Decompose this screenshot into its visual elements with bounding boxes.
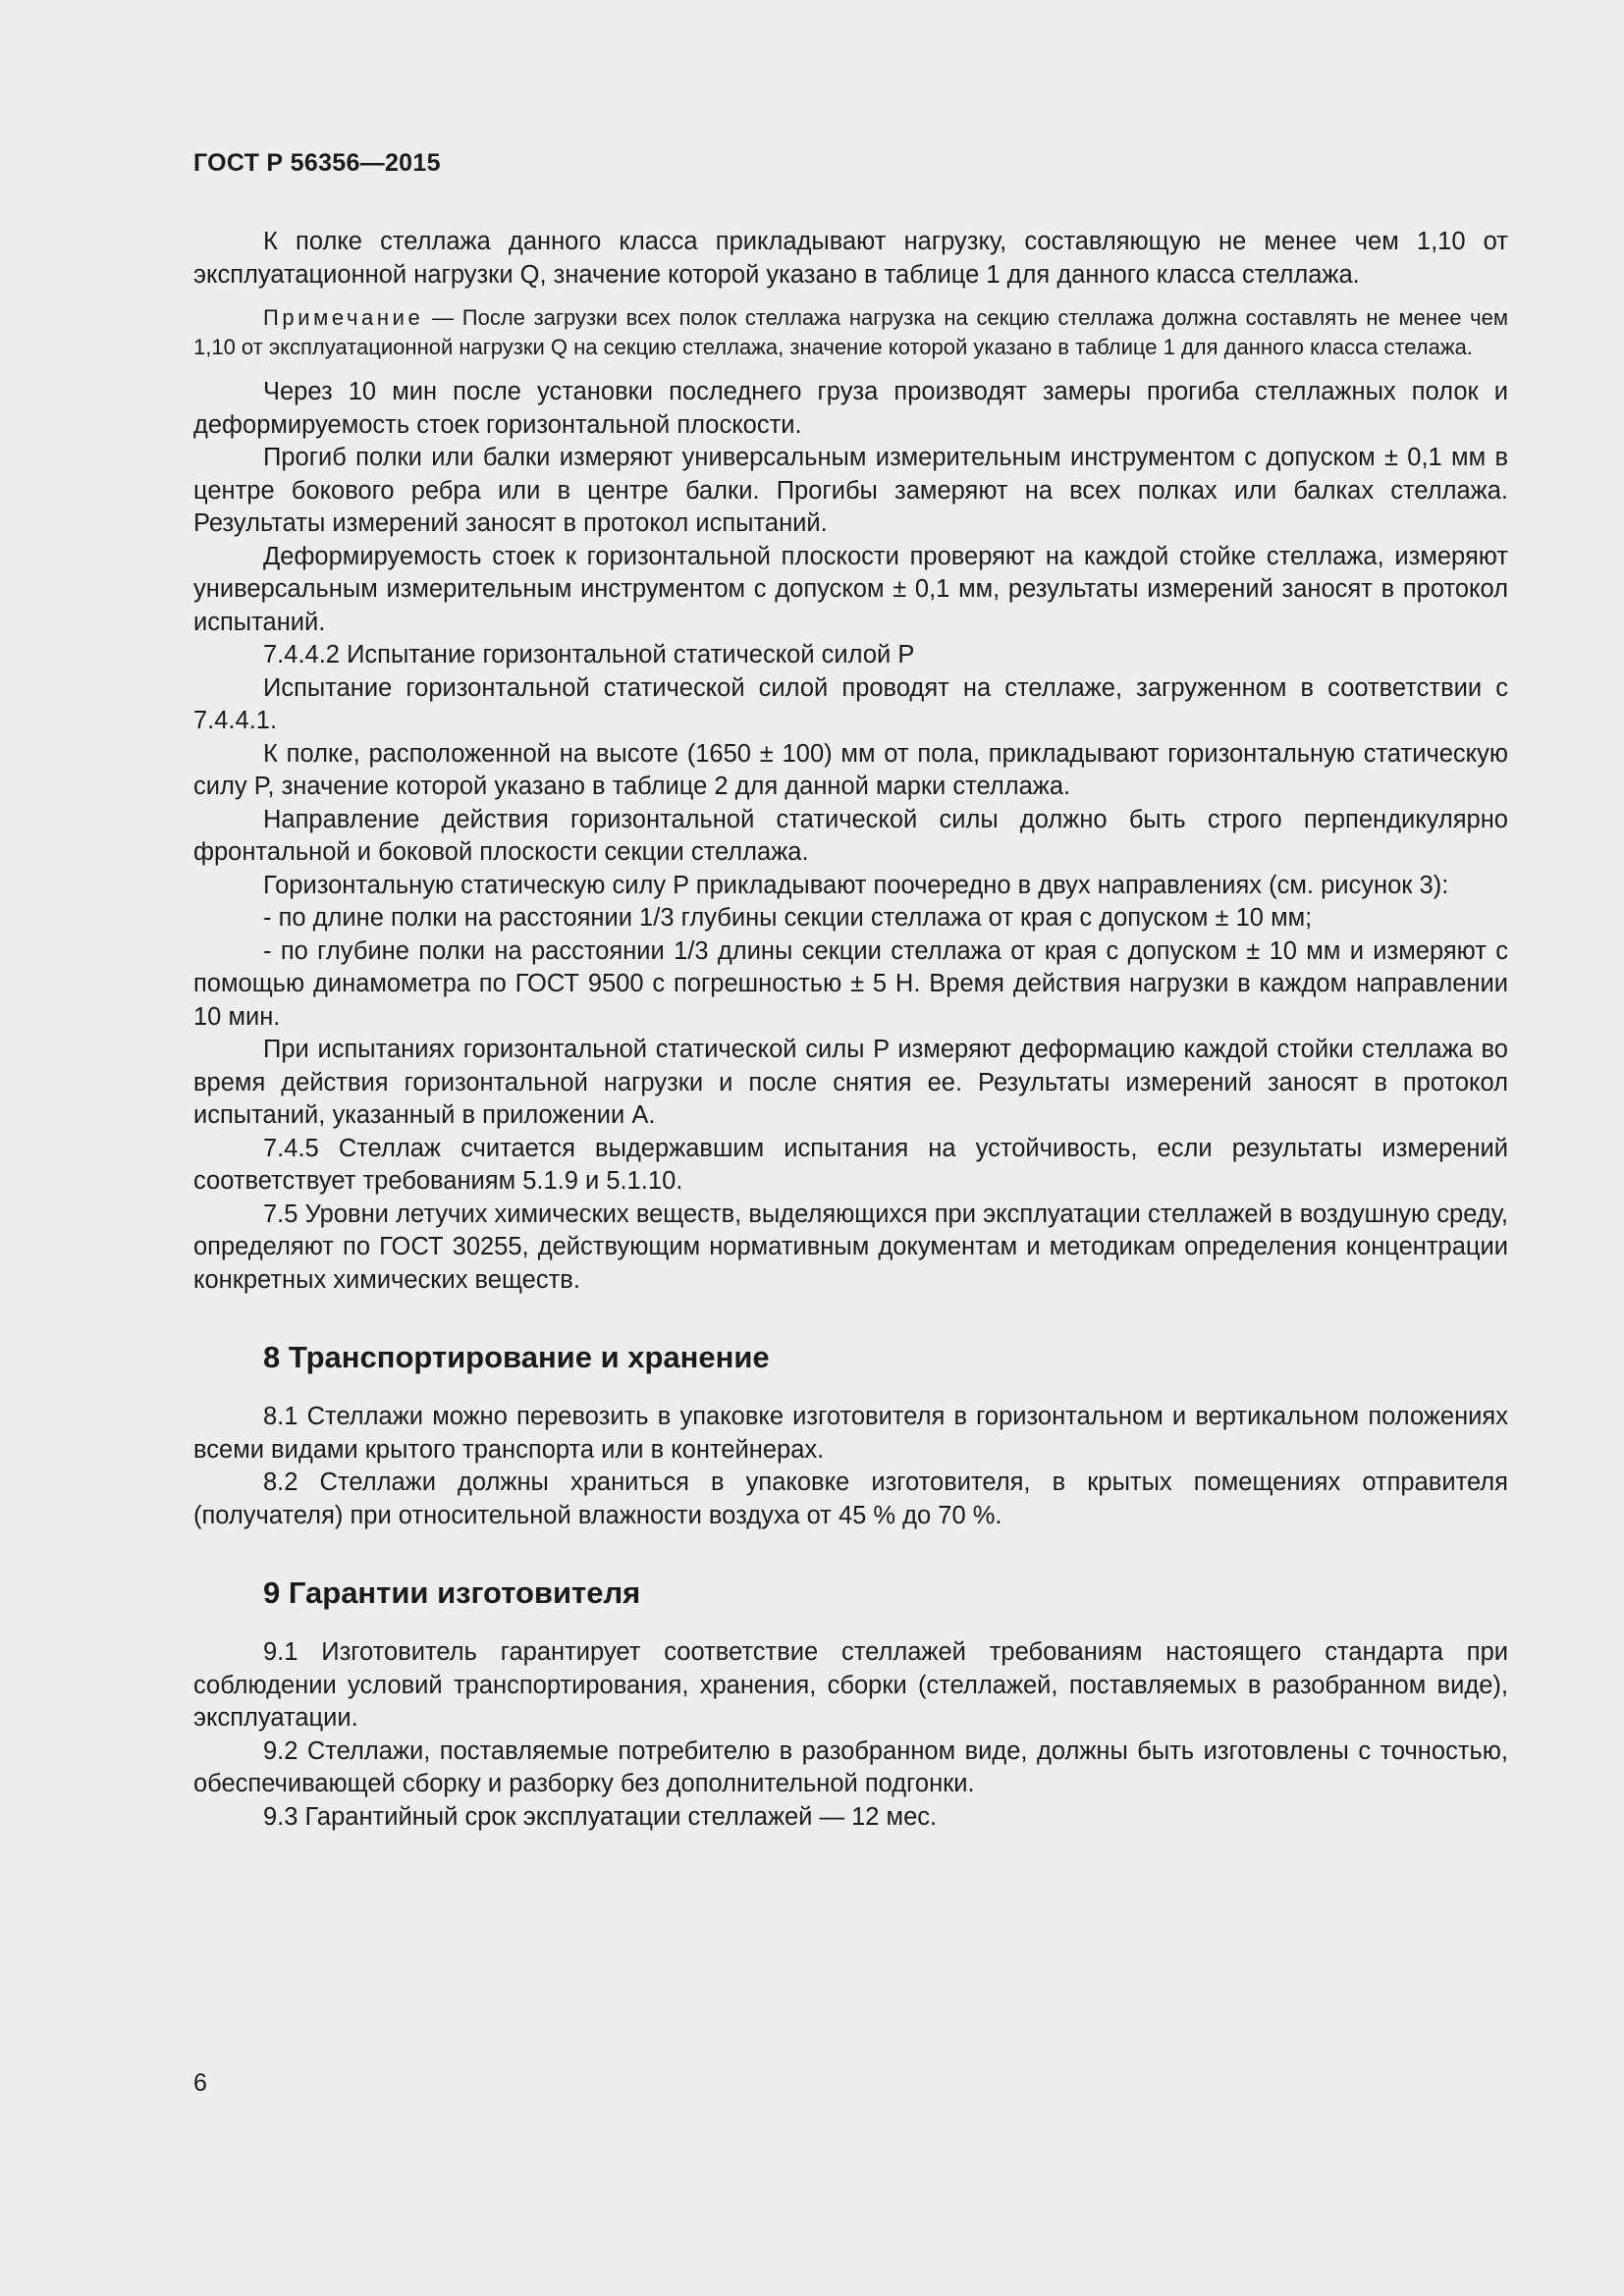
paragraph: При испытаниях горизонтальной статической силы P измеряют деформацию каждой стойки стеллажа во время действия горизонтальной нагрузки и после снятия ее. Результаты измерений заносят в протокол испытаний, указанный в приложении А. [193, 1036, 1508, 1129]
paragraph: Испытание горизонтальной статической силой проводят на стеллаже, загруженном в соответствии с 7.4.4.1. [193, 673, 1508, 734]
paragraph: 8.2 Стеллажи должны храниться в упаковке изготовителя, в крытых помещениях отправителя (получателя) при относительной влажности воздуха от 45 % до 70 %. [193, 1468, 1508, 1529]
section-heading: 8 Транспортирование и хранение [263, 1340, 770, 1374]
paragraph: 9.2 Стеллажи, поставляемые потребителю в разобранном виде, должны быть изготовлены с точностью, обеспечивающей сборку и разборку без дополнительной подгонки. [193, 1736, 1508, 1797]
page-number: 6 [193, 2069, 207, 2097]
paragraph: 9.3 Гарантийный срок эксплуатации стеллажей — 12 мес. [263, 1802, 938, 1831]
paragraph: 7.5 Уровни летучих химических веществ, выделяющихся при эксплуатации стеллажей в воздушную среду, определяют по ГОСТ 30255, действующим нормативным документам и методикам определения концентрации конкретных химических веществ. [193, 1200, 1508, 1294]
document-header: ГОСТ Р 56356—2015 [193, 149, 441, 177]
paragraph: 9.1 Изготовитель гарантирует соответствие стеллажей требованиям настоящего стандарта при соблюдении условий транспортирования, хранения, сборки (стеллажей, поставляемых в разобранном виде), эксплуатации. [193, 1638, 1508, 1732]
note-label: Примечание [263, 305, 424, 330]
paragraph: Горизонтальную статическую силу P прикладывают поочередно в двух направлениях (см. рисунок 3): [263, 871, 1449, 899]
note [193, 303, 1508, 362]
list-item: - по длине полки на расстоянии 1/3 глубины секции стеллажа от края с допуском ± 10 мм; [263, 904, 1313, 932]
paragraph: Прогиб полки или балки измеряют универсальным измерительным инструментом с допуском ± 0,1 мм в центре бокового ребра или в центре балки. Прогибы замеряют на всех полках или балках стеллажа. Результаты измерений заносят в протокол испытаний. [193, 444, 1508, 537]
paragraph: К полке, расположенной на высоте (1650 ± 100) мм от пола, прикладывают горизонтальную статическую силу P, значение которой указано в таблице 2 для данной марки стеллажа. [193, 739, 1508, 800]
paragraph: Через 10 мин после установки последнего груза производят замеры прогиба стеллажных полок и деформируемость стоек горизонтальной плоскости. [193, 378, 1508, 439]
note-text: — После загрузки всех полок стеллажа нагрузка на секцию стеллажа должна составлять не менее чем 1,10 от эксплуатационной нагрузки Q на секцию стеллажа, значение которой указано в таблице 1 для данного класса стелажа. [193, 305, 1508, 359]
list-item: - по глубине полки на расстоянии 1/3 длины секции стеллажа от края с допуском ± 10 мм и измеряют с помощью динамометра по ГОСТ 9500 с погрешностью ± 5 Н. Время действия нагрузки в каждом направлении 10 мин. [193, 936, 1508, 1031]
paragraph: Деформируемость стоек к горизонтальной плоскости проверяют на каждой стойке стеллажа, измеряют универсальным измерительным инструментом с допуском ± 0,1 мм, результаты измерений заносят в протокол испытаний. [193, 542, 1508, 636]
clause-title: 7.4.4.2 Испытание горизонтальной статической силой P [263, 641, 915, 668]
document-body [193, 226, 1508, 1834]
section-heading: 9 Гарантии изготовителя [263, 1575, 641, 1610]
paragraph: 7.4.5 Стеллаж считается выдержавшим испытания на устойчивость, если результаты измерений соответствует требованиям 5.1.9 и 5.1.10. [193, 1134, 1508, 1195]
paragraph: Направление действия горизонтальной статической силы должно быть строго перпендикулярно фронтальной и боковой плоскости секции стеллажа. [193, 805, 1508, 866]
paragraph: К полке стеллажа данного класса прикладывают нагрузку, составляющую не менее чем 1,10 от эксплуатационной нагрузки Q, значение которой указано в таблице 1 для данного класса стеллажа. [193, 228, 1508, 289]
paragraph: 8.1 Стеллажи можно перевозить в упаковке изготовителя в горизонтальном и вертикальном положениях всеми видами крытого транспорта или в контейнерах. [193, 1403, 1508, 1464]
